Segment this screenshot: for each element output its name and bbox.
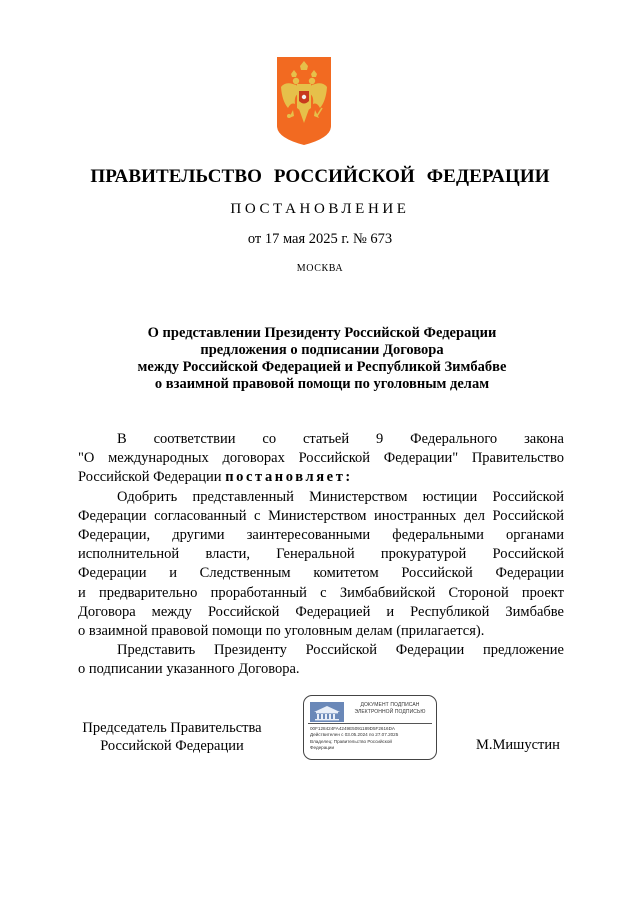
body-paragraph-2-line: и предварительно проработанный с Зимбабвийской Стороной проект <box>78 584 564 601</box>
signatory-position-line: Российской Федерации <box>100 738 244 754</box>
stamp-title-line: ЭЛЕКТРОННОЙ ПОДПИСЬЮ <box>354 708 426 715</box>
body-paragraph-2-line: о взаимной правовой помощи по уголовным делам (прилагается). <box>78 623 485 640</box>
body-paragraph-1-line <box>78 468 564 487</box>
russian-coat-of-arms-icon <box>276 56 332 146</box>
body-paragraph-1-line: В соответствии со статьей 9 Федерального закона <box>117 431 564 447</box>
subject-line: между Российской Федерацией и Республикой Зимбабве <box>137 359 507 375</box>
subject-line: О представлении Президенту Российской Федерации <box>147 325 497 341</box>
document-subject <box>80 325 564 393</box>
body-paragraph-1-line: "О международных договорах Российской Федерации" Правительство <box>78 450 564 467</box>
signatory-position-line: Председатель Правительства <box>82 720 262 736</box>
stamp-owner-continued: Федерации <box>310 745 335 751</box>
body-paragraph-2-line: исполнительной власти, Генеральной прокуратурой Российской <box>78 546 564 563</box>
decree-keyword: постановляет: <box>225 469 353 486</box>
body-paragraph-2-line: Одобрить представленный Министерством юстиции Российской <box>117 488 564 505</box>
document-type: ПОСТАНОВЛЕНИЕ <box>230 201 410 217</box>
body-paragraph-3-line: о подписании указанного Договора. <box>78 661 300 678</box>
signatory-position <box>77 719 267 755</box>
stamp-certificate: 00F128424FA4249E5091189D5F2616DA <box>310 726 395 731</box>
body-paragraph-2-line: Договора между Российской Федерацией и Республикой Зимбабве <box>78 603 564 620</box>
document-body <box>78 430 564 680</box>
stamp-owner: Владелец: Правительство Российской <box>310 738 392 744</box>
stamp-validity: Действителен с 03.05.2024 по 27.07.2025 <box>310 732 399 738</box>
subject-line: предложения о подписании Договора <box>200 342 444 358</box>
government-building-icon <box>310 702 344 722</box>
subject-line: о взаимной правовой помощи по уголовным делам <box>154 376 490 392</box>
stamp-details <box>310 726 434 752</box>
body-paragraph-2-line: Федерации, другими заинтересованными федеральными органами <box>78 527 564 544</box>
stamp-divider <box>308 723 432 724</box>
signatory-name: М.Мишустин <box>476 737 560 753</box>
body-paragraph-2-line: Федерации и Следственным комитетом Российской Федерации <box>78 565 564 582</box>
body-paragraph-3-line: Представить Президенту Российской Федерации предложение <box>117 642 564 659</box>
body-text-fragment: Российской Федерации <box>78 469 226 486</box>
stamp-title <box>346 702 434 715</box>
government-title: ПРАВИТЕЛЬСТВО РОССИЙСКОЙ ФЕДЕРАЦИИ <box>90 166 550 187</box>
document-date-number: от 17 мая 2025 г. № 673 <box>247 231 393 247</box>
body-paragraph-2-line: Федерации согласованный с Министерством иностранных дел Российской <box>78 507 564 524</box>
document-city: МОСКВА <box>296 263 344 274</box>
stamp-title-line: ДОКУМЕНТ ПОДПИСАН <box>360 702 420 708</box>
electronic-signature-stamp <box>303 695 437 760</box>
